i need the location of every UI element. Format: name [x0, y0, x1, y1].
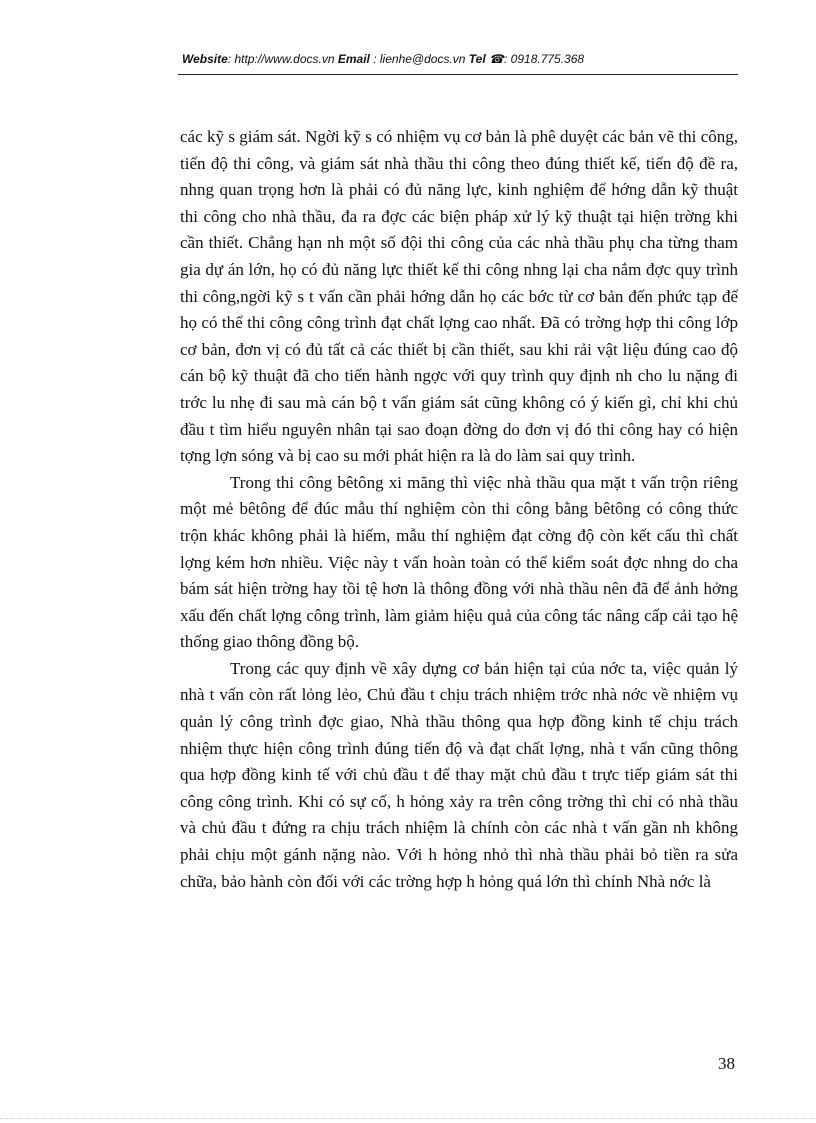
header-rule [178, 74, 738, 75]
page-header [182, 52, 584, 66]
paragraph-3: Trong các quy định về xây dựng cơ bản hiện tại của nớc ta, việc quản lý nhà t vấn còn rất lỏng lẻo, Chủ đầu t chịu trách nhiệm trớc nhà nớc về nhiệm vụ quản lý công trình đợc giao, Nhà thầu thông qua hợp đồng kinh tế chịu trách nhiệm thực hiện công trình đúng tiến độ và đạt chất lợng, nhà t vấn cũng thông qua hợp đồng kinh tế với chủ đầu t để thay mặt chủ đầu t trực tiếp giám sát thi công công trình. Khi có sự cố, h hỏng xảy ra trên công trờng thì chỉ có nhà thầu và chủ đầu t đứng ra chịu trách nhiệm là chính còn các nhà t vấn gần nh không phải chịu một gánh nặng nào. Với h hỏng nhỏ thì nhà thầu phải bỏ tiền ra sửa chữa, bảo hành còn đối với các trờng hợp h hỏng quá lớn thì chính Nhà nớc là [180, 658, 738, 891]
body-text [180, 124, 738, 895]
page-number: 38 [718, 1054, 735, 1073]
email-label: Email [337, 52, 370, 66]
paragraph-1: các kỹ s giám sát. Ngời kỹ s có nhiệm vụ cơ bản là phê duyệt các bản vẽ thi công, tiến độ thi công, và giám sát nhà thầu thi công theo đúng thiết kế, tiến độ đề ra, nhng quan trọng hơn là phải có đủ năng lực, kinh nghiệm để hớng dẫn kỹ thuật thi công cho nhà thầu, đa ra đợc các biện pháp xử lý kỹ thuật tại hiện trờng khi cần thiết. Chẳng hạn nh một số đội thi công của các nhà thầu phụ cha từng tham gia dự án lớn, họ có đủ năng lực thiết kế thi công nhng lại cha nắm đợc quy trình thi công,ngời kỹ s t vấn cần phải hớng dẫn họ các bớc từ cơ bản đến phức tạp để họ có thể thi công công trình đạt chất lợng cao nhất. Đã có trờng hợp thi công lớp cơ bản, đơn vị có đủ tất cả các thiết bị cần thiết, sau khi rải vật liệu đúng cao độ cán bộ kỹ thuật đã cho tiến hành ngợc với quy trình quy định nh cho lu nặng đi trớc lu nhẹ đi sau mà cán bộ t vấn giám sát cũng không có ý kiến gì, chỉ khi chủ đầu t tìm hiểu nguyên nhân tại sao đoạn đờng do đơn vị đó thi công hay có hiện tợng lợn sóng và bị cao su mới phát hiện ra là do làm sai quy trình. [180, 127, 738, 466]
tel-label: Tel [468, 52, 486, 66]
paragraph-2: Trong thi công bêtông xi măng thì việc nhà thầu qua mặt t vấn trộn riêng một mẻ bêtông để đúc mẫu thí nghiệm còn thi công bằng bêtông có công thức trộn khác không phải là hiếm, mẫu thí nghiệm đạt cờng độ còn kết cấu thì chất lợng kém hơn nhiều. Việc này t vấn hoàn toàn có thể kiểm soát đợc nhng do cha bám sát hiện trờng hay tồi tệ hơn là thông đồng với nhà thầu nên đã để ảnh hởng xấu đến chất lợng công trình, làm giảm hiệu quả của công tác nâng cấp cải tạo hệ thống giao thông đồng bộ. [180, 472, 738, 652]
tel-value: : 0918.775.368 [504, 52, 585, 66]
phone-icon: ☎ [489, 52, 504, 66]
email-value: : lienhe@docs.vn [373, 52, 466, 66]
website-label: Website [182, 52, 228, 66]
page-bottom-border [0, 1118, 816, 1119]
website-value: : http://www.docs.vn [227, 52, 335, 66]
